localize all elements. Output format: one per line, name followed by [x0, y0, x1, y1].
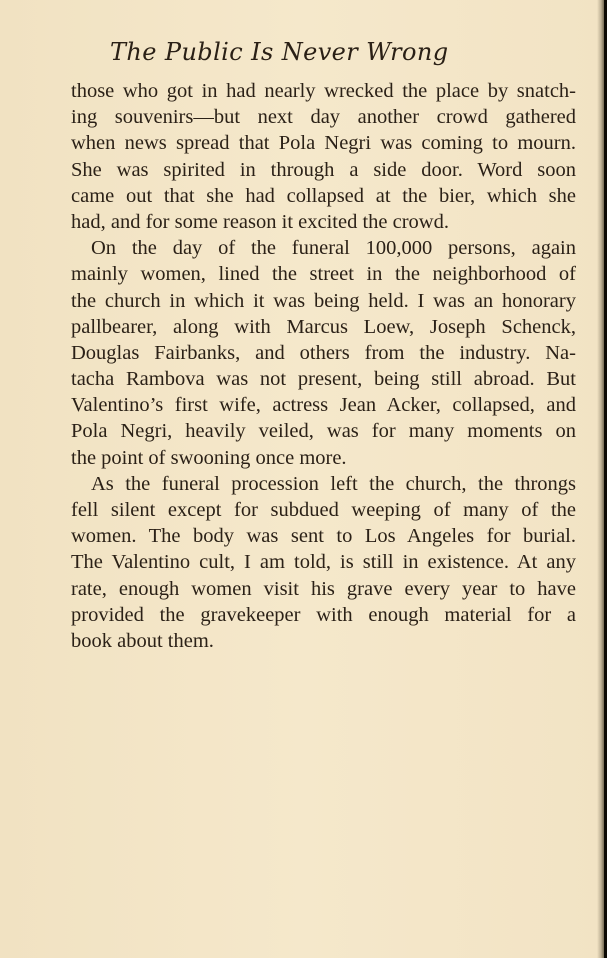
text-line: women. The body was sent to Los Angeles for burial.	[71, 525, 576, 548]
text-line: She was spirited in through a side door. Word soon	[71, 158, 576, 181]
text-line: the church in which it was being held. I was an honorary	[71, 289, 576, 312]
text-line: On the day of the funeral 100,000 persons, again	[91, 237, 576, 260]
text-line: those who got in had nearly wrecked the place by snatch-	[71, 80, 576, 102]
text-line: book about them.	[71, 629, 214, 652]
text-line: The Valentino cult, I am told, is still in existence. At any	[71, 551, 576, 574]
text-line: Valentino’s first wife, actress Jean Acker, collapsed, and	[71, 394, 576, 417]
paragraph	[71, 235, 576, 471]
text-line: provided the gravekeeper with enough material for a	[71, 603, 576, 626]
body-text	[71, 78, 576, 654]
paragraph	[71, 471, 576, 654]
paragraph	[71, 78, 576, 235]
text-line: Pola Negri, heavily veiled, was for many moments on	[71, 420, 576, 443]
text-line: ing souvenirs—but next day another crowd gathered	[71, 106, 576, 129]
text-line: came out that she had collapsed at the bier, which she	[71, 184, 576, 207]
page-edge-shadow	[597, 0, 607, 958]
running-head: The Public Is Never Wrong	[110, 38, 449, 66]
text-line: As the funeral procession left the church, the throngs	[91, 472, 576, 495]
text-line: had, and for some reason it excited the crowd.	[71, 210, 449, 233]
text-line: mainly women, lined the street in the neighborhood of	[71, 263, 576, 286]
text-line: tacha Rambova was not present, being still abroad. But	[71, 368, 576, 391]
text-line: fell silent except for subdued weeping of many of the	[71, 499, 576, 521]
text-line: the point of swooning once more.	[71, 446, 347, 469]
text-line: when news spread that Pola Negri was coming to mourn.	[71, 132, 576, 155]
text-line: pallbearer, along with Marcus Loew, Joseph Schenck,	[71, 315, 576, 338]
text-line: Douglas Fairbanks, and others from the industry. Na-	[71, 341, 576, 364]
text-line: rate, enough women visit his grave every year to have	[71, 577, 576, 600]
